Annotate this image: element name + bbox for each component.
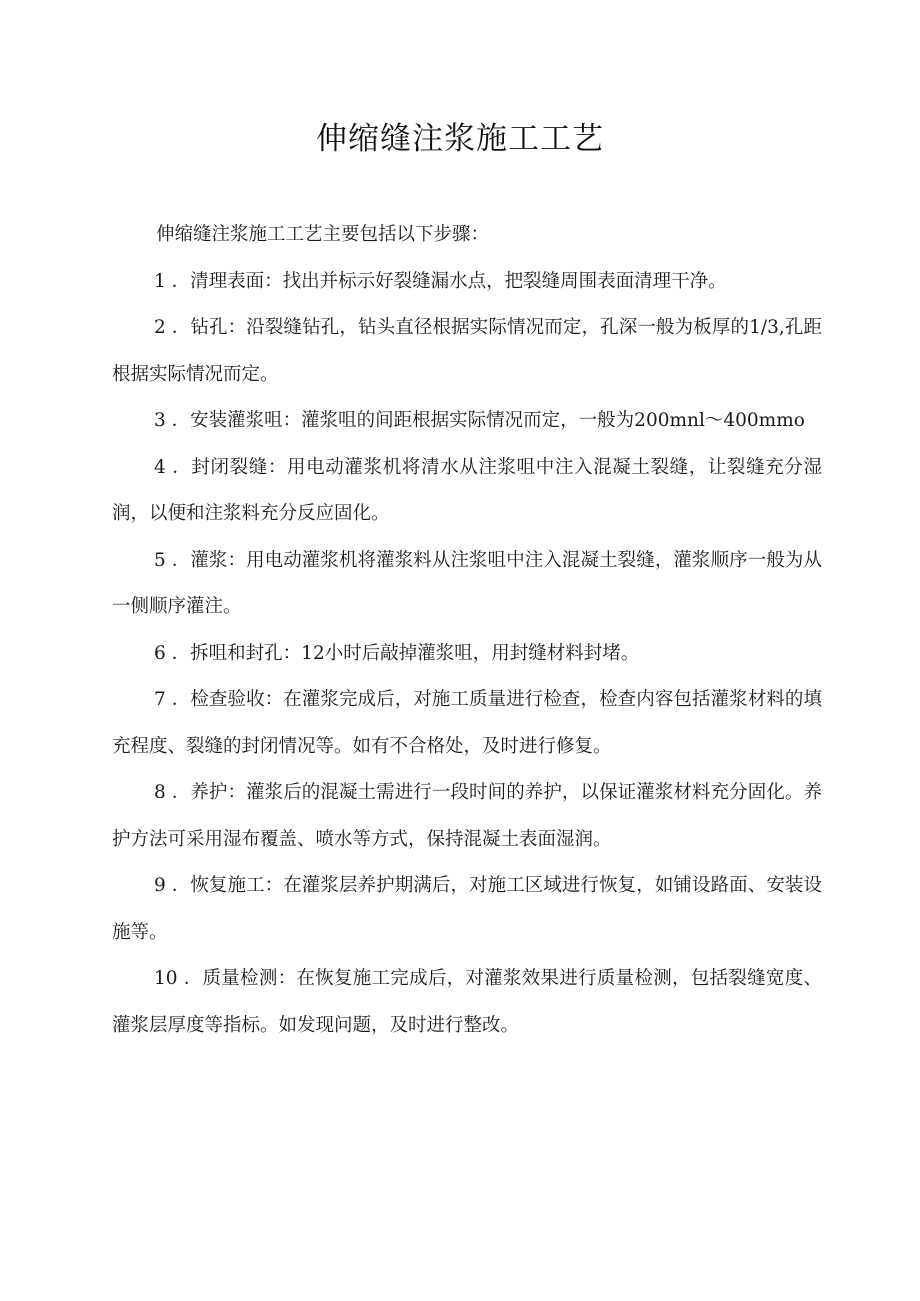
step-text: 质量检测：在恢复施工完成后，对灌浆效果进行质量检测，包括裂缝宽度、灌浆层厚度等指标。如发现问题，及时进行整改。 (112, 968, 822, 1036)
step-text: 安装灌浆咀：灌浆咀的间距根据实际情况而定，一般为200mnl～400mmo (190, 410, 805, 431)
step-number: 9 (154, 875, 166, 896)
step-item (112, 445, 822, 538)
step-item (112, 770, 822, 863)
step-separator: ． (165, 642, 191, 664)
step-item (112, 956, 822, 1049)
step-separator: ． (165, 456, 192, 478)
step-separator: ． (165, 549, 191, 571)
step-number: 10 (154, 968, 178, 989)
step-number: 1 (154, 270, 166, 292)
step-separator: ． (165, 782, 191, 803)
step-number: 2 (154, 317, 166, 338)
step-item (112, 863, 822, 956)
step-text: 清理表面：找出并标示好裂缝漏水点，把裂缝周围表面清理干净。 (190, 270, 727, 292)
step-number: 4 (154, 456, 166, 478)
step-separator: ． (165, 410, 191, 431)
step-number: 8 (154, 782, 166, 803)
step-separator: ． (165, 689, 191, 710)
document-title: 伸缩缝注浆施工工艺 (316, 121, 604, 157)
step-text: 检查验收：在灌浆完成后，对施工质量进行检查，检查内容包括灌浆材料的填充程度、裂缝的封闭情况等。如有不合格处，及时进行修复。 (112, 689, 822, 757)
step-number: 7 (154, 689, 166, 710)
step-text: 钻孔：沿裂缝钻孔，钻头直径根据实际情况而定，孔深一般为板厚的1/3,孔距根据实际情况而定。 (112, 317, 822, 385)
step-text: 拆咀和封孔：12小时后敲掉灌浆咀，用封缝材料封堵。 (190, 642, 640, 664)
step-item (112, 631, 822, 678)
step-item (112, 305, 822, 398)
intro-paragraph: 伸缩缝注浆施工工艺主要包括以下步骤： (156, 224, 490, 245)
step-separator: ． (165, 270, 191, 292)
step-text: 养护：灌浆后的混凝土需进行一段时间的养护，以保证灌浆材料充分固化。养护方法可采用湿布覆盖、喷水等方式，保持混凝土表面湿润。 (112, 782, 822, 850)
step-item (112, 538, 822, 631)
document-body (112, 212, 822, 1049)
step-item (112, 398, 822, 445)
step-item (112, 677, 822, 770)
step-item (112, 259, 822, 306)
step-separator: ． (177, 968, 203, 989)
step-text: 恢复施工：在灌浆层养护期满后，对施工区域进行恢复，如铺设路面、安装设施等。 (112, 875, 822, 943)
step-separator: ． (165, 875, 191, 896)
step-number: 6 (154, 642, 166, 664)
step-text: 封闭裂缝：用电动灌浆机将清水从注浆咀中注入混凝土裂缝，让裂缝充分湿润，以便和注浆料充分反应固化。 (112, 456, 822, 524)
step-number: 3 (154, 410, 166, 431)
step-separator: ． (165, 317, 191, 338)
step-number: 5 (154, 549, 166, 571)
step-text: 灌浆：用电动灌浆机将灌浆料从注浆咀中注入混凝土裂缝，灌浆顺序一般为从一侧顺序灌注。 (112, 549, 822, 617)
